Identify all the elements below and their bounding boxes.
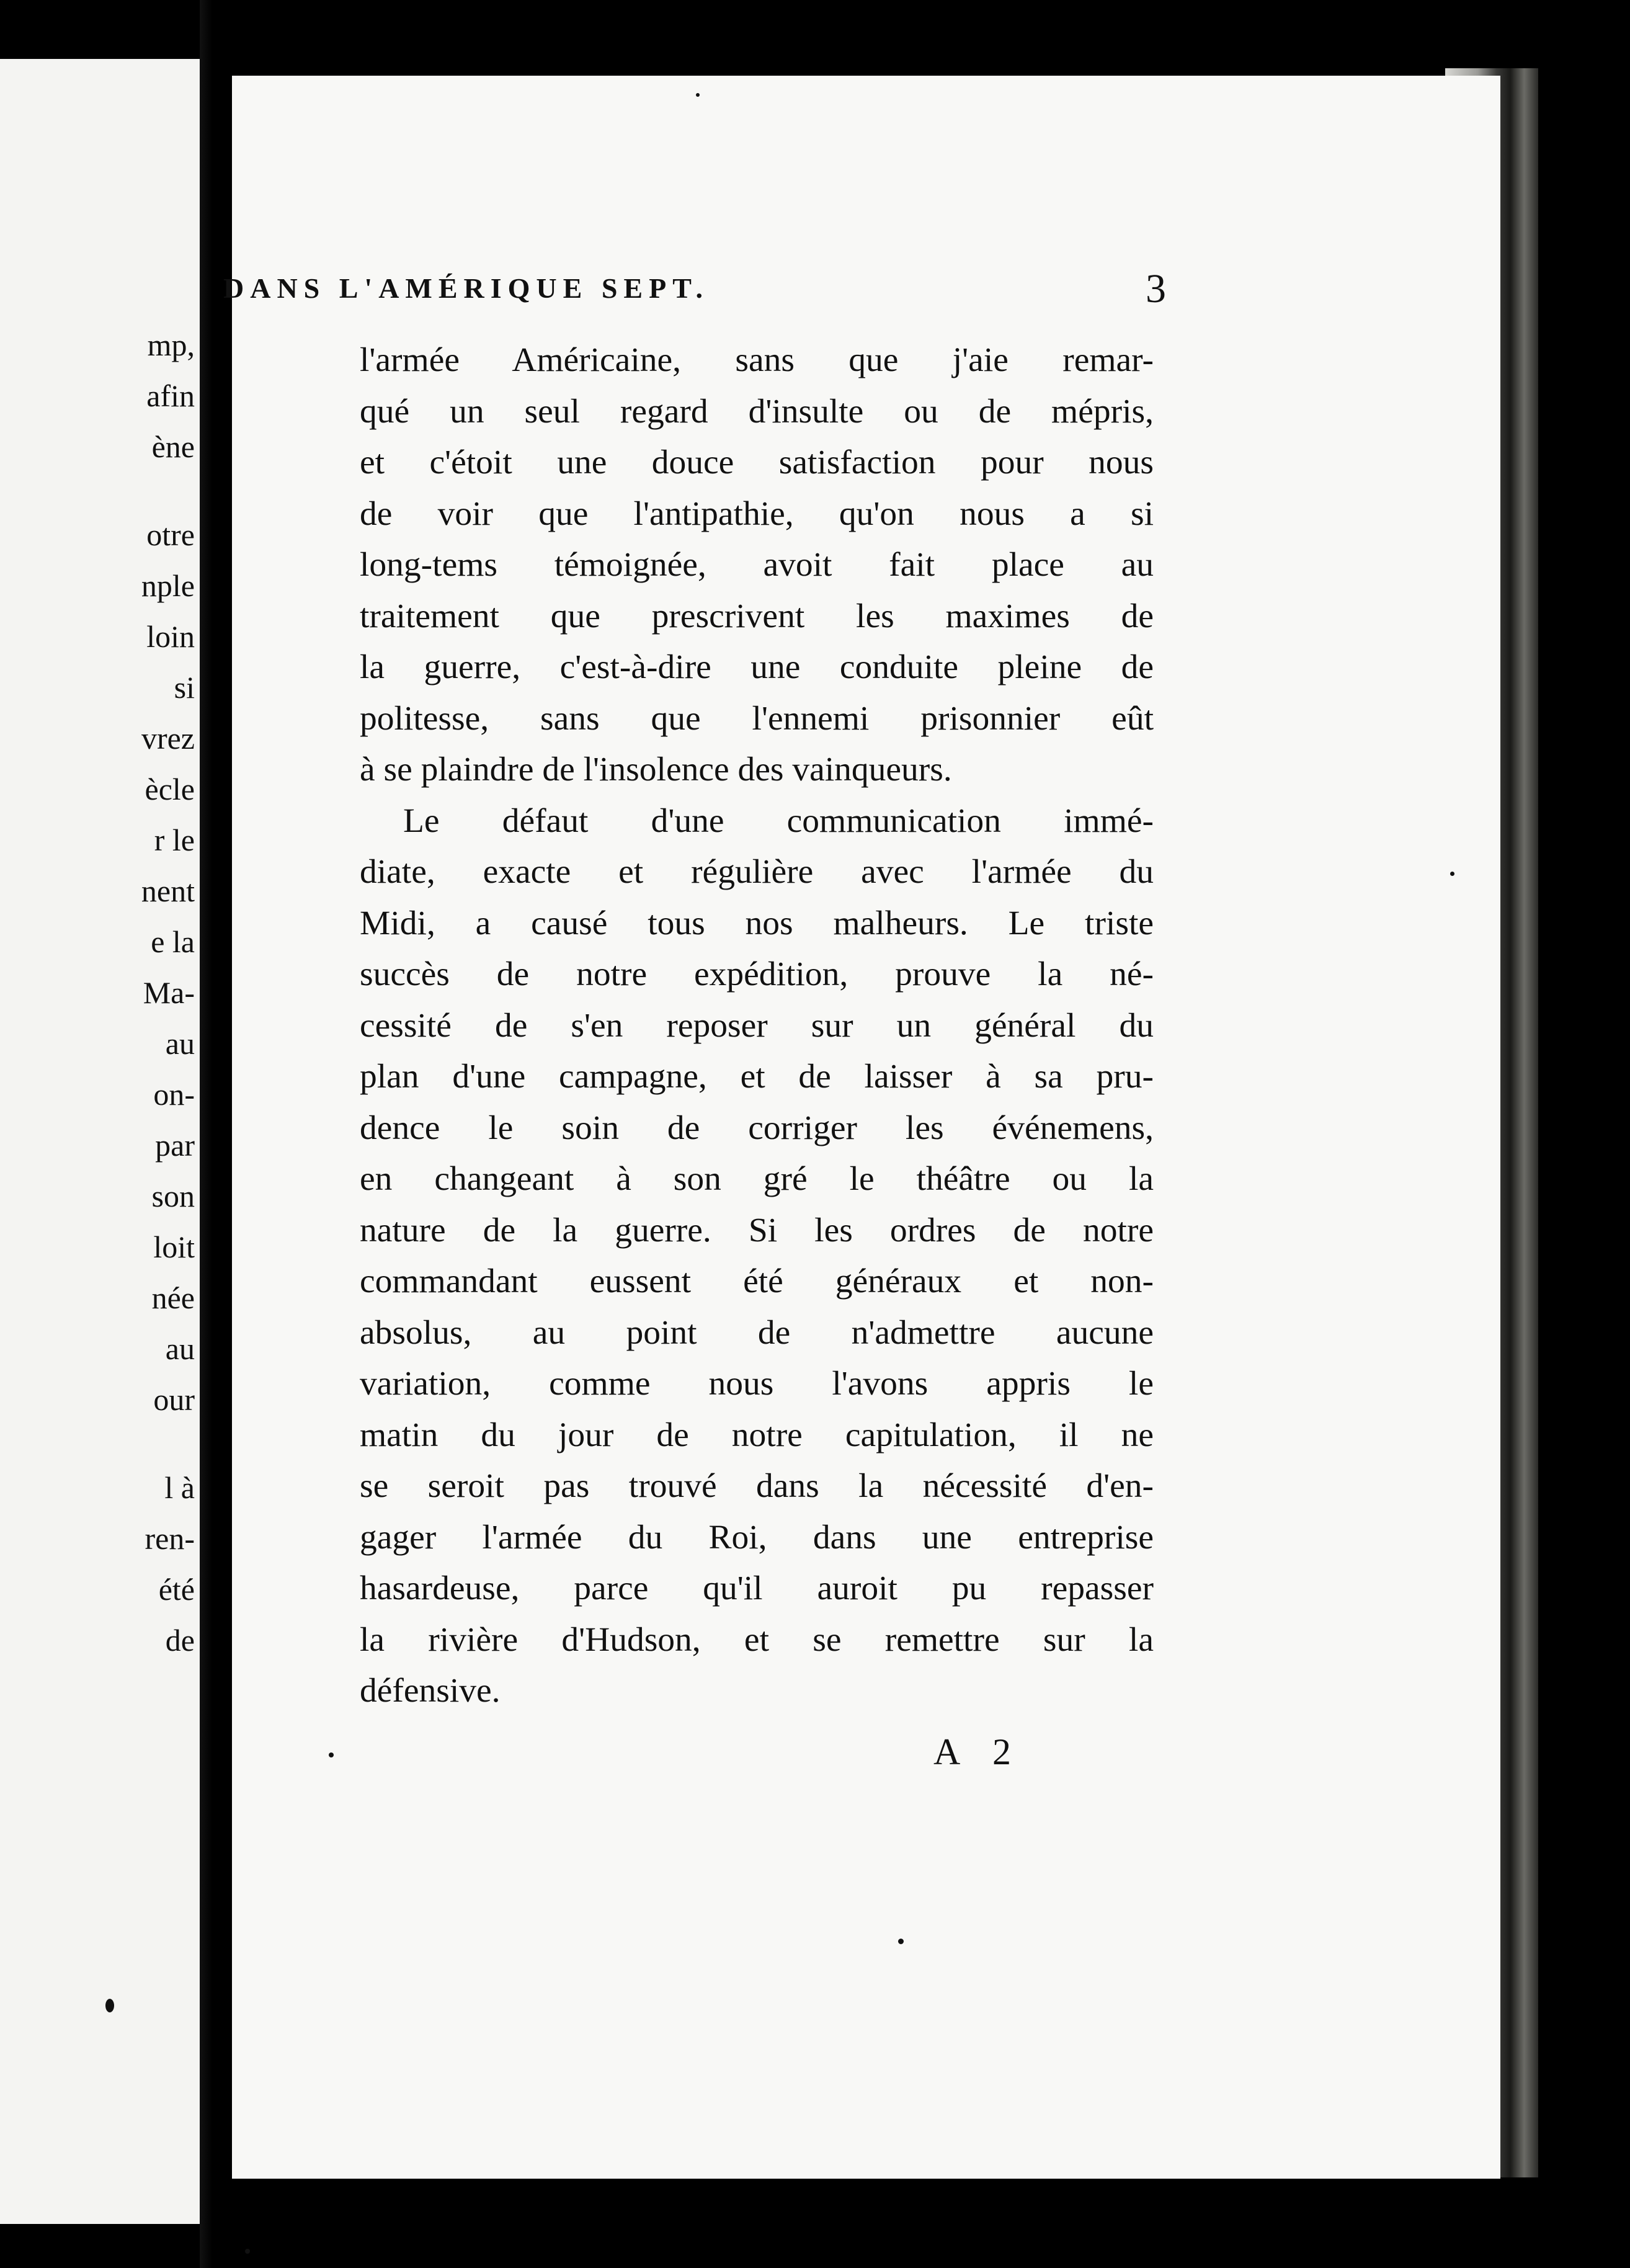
body-line: se seroit pas trouvé dans la nécessité d'en-	[360, 1467, 1154, 1505]
left-fragment-line: r le	[154, 823, 195, 857]
body-line: nature de la guerre. Si les ordres de notre	[360, 1211, 1154, 1249]
body-line: et c'étoit une douce satisfaction pour nous	[360, 444, 1154, 481]
running-head: DANS L'AMÉRIQUE SEPT.	[223, 272, 709, 304]
left-fragment-line: on-	[153, 1077, 195, 1112]
left-fragment-line: ren-	[145, 1521, 195, 1556]
body-line: la rivière d'Hudson, et se remettre sur la	[360, 1620, 1154, 1659]
left-fragment-line: l à	[164, 1470, 195, 1505]
left-fragment-line: au	[165, 1331, 195, 1366]
body-line: à se plaindre de l'insolence des vainqueurs.	[360, 751, 952, 788]
body-line: dence le soin de corriger les événemens,	[360, 1109, 1154, 1147]
body-line: gager l'armée du Roi, dans une entreprise	[360, 1518, 1154, 1556]
body-line: hasardeuse, parce qu'il auroit pu repasser	[360, 1569, 1154, 1607]
left-fragment-line: loin	[146, 619, 195, 654]
ink-speck	[898, 1939, 904, 1944]
body-line: matin du jour de notre capitulation, il ne	[360, 1416, 1154, 1454]
body-line: l'armée Américaine, sans que j'aie remar-	[360, 341, 1154, 379]
left-fragment-line: nple	[141, 568, 195, 603]
left-fragment-line: mp,	[147, 328, 195, 362]
body-line: politesse, sans que l'ennemi prisonnier eût	[360, 699, 1154, 738]
body-line: commandant eussent été généraux et non-	[360, 1262, 1154, 1300]
left-fragment-line: ècle	[145, 772, 195, 806]
left-page-line-fragments	[141, 319, 195, 1666]
left-fragment-line: née	[151, 1280, 195, 1315]
body-line: de voir que l'antipathie, qu'on nous a si	[360, 494, 1154, 533]
book-gutter	[200, 0, 232, 2268]
left-fragment-line: si	[174, 670, 195, 705]
left-fragment-line: ène	[151, 429, 195, 464]
body-line: plan d'une campagne, et de laisser à sa pru-	[360, 1058, 1154, 1096]
body-text	[360, 335, 1154, 1717]
left-fragment-line: son	[151, 1179, 195, 1213]
body-line: long-tems témoignée, avoit fait place au	[360, 546, 1154, 584]
left-fragment-line: au	[165, 1026, 195, 1061]
body-line: diate, exacte et régulière avec l'armée du	[360, 853, 1154, 891]
left-fragment-line: e la	[151, 924, 195, 959]
left-fragment-line	[141, 1425, 195, 1462]
ink-speck	[105, 1999, 114, 2012]
left-fragment-line: Ma-	[143, 975, 195, 1010]
page-number: 3	[1146, 266, 1166, 311]
body-line: cessité de s'en reposer sur un général du	[360, 1006, 1154, 1045]
ink-speck	[245, 2249, 250, 2254]
ink-speck	[696, 93, 700, 97]
signature-mark: A 2	[933, 1731, 1024, 1772]
body-line: en changeant à son gré le théâtre ou la	[360, 1160, 1154, 1198]
body-line: la guerre, c'est-à-dire une conduite pleine de	[360, 648, 1154, 686]
ink-speck	[1450, 872, 1454, 876]
body-line: variation, comme nous l'avons appris le	[360, 1365, 1154, 1403]
left-fragment-line: loit	[153, 1230, 195, 1264]
left-fragment-line: afin	[146, 378, 195, 413]
ink-speck	[329, 1752, 334, 1757]
left-fragment-line: de	[165, 1623, 195, 1658]
body-line: Midi, a causé tous nos malheurs. Le triste	[360, 904, 1154, 942]
body-line: absolus, au point de n'admettre aucune	[360, 1313, 1154, 1352]
body-line: traitement que prescrivent les maximes de	[360, 597, 1154, 635]
left-fragment-line: par	[155, 1128, 195, 1163]
left-fragment-line: vrez	[141, 721, 195, 756]
left-fragment-line: été	[158, 1572, 195, 1607]
body-line: Le défaut d'une communication immé-	[403, 801, 1154, 840]
body-line: défensive.	[360, 1672, 501, 1710]
left-page-fragment	[0, 59, 200, 2224]
body-line: succès de notre expédition, prouve la né-	[360, 955, 1154, 993]
left-fragment-line: our	[153, 1382, 195, 1417]
body-line: qué un seul regard d'insulte ou de mépris,	[360, 392, 1154, 431]
left-fragment-line: otre	[146, 517, 195, 552]
left-fragment-line: nent	[141, 873, 195, 908]
left-fragment-line	[141, 472, 195, 509]
